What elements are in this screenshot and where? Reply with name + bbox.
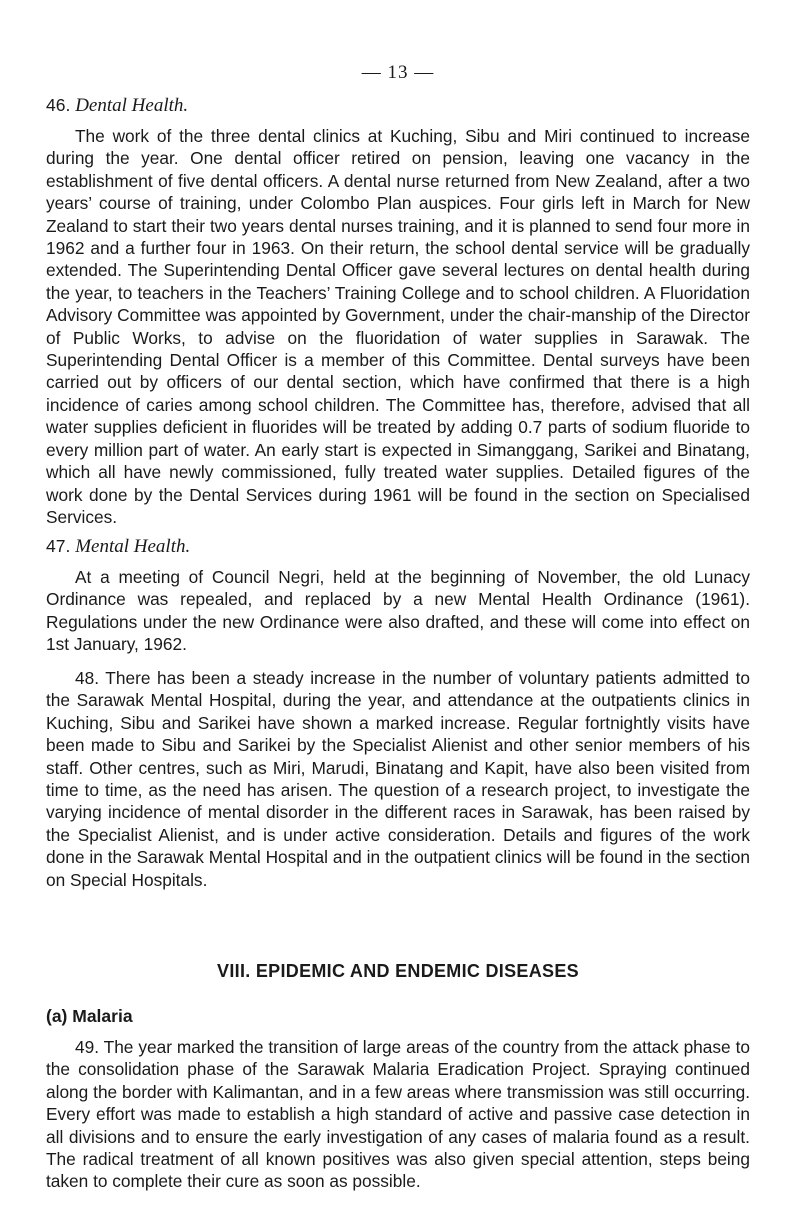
mental-health-paragraph: At a meeting of Council Negri, held at the beginning of November, the old Lunacy Ordinance was repealed, and replaced by a new Mental Health Ordinance (1961). Regulations under the new Ordinance were also drafted, and these will come into effect on 1st January, 1962. — [46, 567, 750, 655]
malaria-heading: (a) Malaria — [46, 1006, 133, 1026]
dental-health-paragraph: The work of the three dental clinics at Kuching, Sibu and Miri continued to increase during the year. One dental officer retired on pension, leaving one vacancy in the establishment of five dental officers. A dental nurse returned from New Zealand, after a two years’ course of training, under Colombo Plan auspices. Four girls left in March for New Zealand to start their two years dental nurses training, and it is planned to send four more in 1962 and a further four in 1963. On their return, the school dental service will be gradually extended. The Superintending Dental Officer gave several lectures on dental health during the year, to teachers in the Teachers’ Training College and to school children. A Fluoridation Advisory Committee was appointed by Government, under the chair-manship of the Director of Public Works, to advise on the fluoridation of water supplies in Sarawak. The Superintending Dental Officer is a member of this Committee. Dental surveys have been carried out by officers of our dental section, which have confirmed that there is a high incidence of caries among school children. The Committee has, therefore, advised that all water supplies deficient in fluorides will be treated by adding 0.7 parts of sodium fluoride to every million part of water. An early start is expected in Simanggang, Sarikei and Binatang, which all have newly commissioned, fully treated water supplies. Detailed figures of the work done by the Dental Services during 1961 will be found in the section on Specialised Services. — [46, 126, 750, 527]
mental-heading-number: 47. — [46, 536, 71, 556]
dental-heading-number: 46. — [46, 95, 71, 115]
mental-heading-title: Mental Health. — [75, 536, 191, 557]
section-viii-title: VIII. EPIDEMIC AND ENDEMIC DISEASES — [217, 961, 579, 981]
malaria-paragraph: 49. The year marked the transition of large areas of the country from the attack phase to the consolidation phase of the Sarawak Malaria Eradication Project. Spraying continued along the border with Kalimantan, and in a few areas where transmission was still occurring. Every effort was made to establish a high standard of active and passive case detection in all divisions and to ensure the early investigation of any cases of malaria found as a result. The radical treatment of all known positives was also given special attention, steps being taken to complete their cure as soon as possible. — [46, 1037, 750, 1192]
mental-health-heading — [46, 535, 190, 558]
page-number: — 13 — — [361, 62, 435, 83]
paragraph-48: 48. There has been a steady increase in the number of voluntary patients admitted to the Sarawak Mental Hospital, during the year, and attendance at the outpatients clinics in Kuching, Sibu and Sarikei have shown a marked increase. Regular fortnightly visits have been made to Sibu and Sarikei by the Specialist Alienist and other senior members of his staff. Other centres, such as Miri, Marudi, Binatang and Kapit, have also been visited from time to time, as the need has arisen. The question of a research project, to investigate the varying incidence of mental disorder in the different races in Sarawak, has been raised by the Specialist Alienist, and is under active consideration. Details and figures of the work done in the Sarawak Mental Hospital and in the outpatient clinics will be found in the section on Special Hospitals. — [46, 668, 750, 890]
dental-health-heading — [46, 94, 188, 117]
dental-heading-title: Dental Health. — [75, 95, 189, 116]
